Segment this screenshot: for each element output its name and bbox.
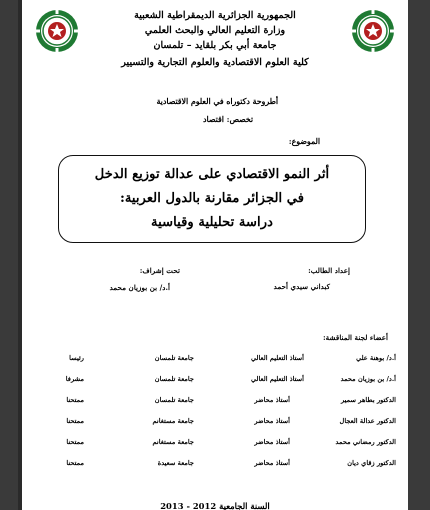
- member-institution: جامعة تلمسان: [154, 354, 194, 362]
- supervisor-name: أ.د/ بن بوزيان محمد: [109, 283, 170, 292]
- member-institution: جامعة تلمسان: [154, 396, 194, 404]
- thesis-specialty: تخصص: اقتصاد: [203, 115, 253, 124]
- member-role: ممتحنا: [66, 396, 84, 404]
- member-role: ممتحنا: [66, 417, 84, 425]
- student-name: كبداني سيدي أحمد: [273, 282, 330, 291]
- thesis-title-box: [58, 155, 366, 243]
- member-name: الدكتور عدالة العجال: [339, 417, 396, 425]
- republic-name: الجمهورية الجزائرية الديمقراطية الشعبية: [134, 10, 296, 21]
- member-rank: أستاذ التعليم العالي: [251, 375, 304, 383]
- member-role: رئيسا: [69, 354, 84, 362]
- member-role: مشرفا: [65, 375, 84, 383]
- member-name: أ.د/ بوهنة علي: [356, 354, 396, 362]
- member-rank: أستاذ محاضر: [254, 459, 290, 467]
- prepared-by-label: إعداد الطالب:: [308, 266, 350, 275]
- thesis-title-line-3: دراسة تحليلية وقياسية: [151, 215, 273, 230]
- member-role: ممتحنا: [66, 459, 84, 467]
- faculty-name: كلية العلوم الاقتصادية والعلوم التجارية والتسيير: [121, 57, 309, 68]
- thesis-title-line-2: في الجزائر مقارنة بالدول العربية:: [119, 191, 305, 206]
- member-rank: أستاذ محاضر: [254, 438, 290, 446]
- member-institution: جامعة مستغانم: [152, 438, 194, 446]
- member-role: ممتحنا: [66, 438, 84, 446]
- member-rank: أستاذ محاضر: [254, 417, 290, 425]
- member-name: الدكتور زقاي ديان: [347, 459, 396, 467]
- member-rank: أستاذ محاضر: [254, 396, 290, 404]
- committee-label: أعضاء لجنة المناقشة:: [323, 333, 388, 342]
- member-name: أ.د/ بن بوزيان محمد: [340, 375, 396, 383]
- member-institution: جامعة سعيدة: [157, 459, 194, 467]
- thesis-title-line-1: أثر النمو الاقتصادي على عدالة توزيع الدخل: [94, 167, 330, 182]
- university-name: جامعة أبي بكر بلقايد – تلمسان: [153, 40, 277, 51]
- member-name: الدكتور رمضاني محمد: [335, 438, 396, 446]
- supervisor-label: تحت إشراف:: [139, 266, 180, 275]
- topic-label: الموضوع:: [288, 137, 320, 146]
- member-name: الدكتور بطاهر سمير: [341, 396, 396, 404]
- ministry-name: وزارة التعليم العالي والبحث العلمي: [144, 25, 286, 36]
- academic-year: السنة الجامعية 2012 - 2013: [160, 501, 270, 510]
- thesis-type: أطروحة دكتوراه في العلوم الاقتصادية: [156, 97, 278, 106]
- member-institution: جامعة مستغانم: [152, 417, 194, 425]
- member-rank: أستاذ التعليم العالي: [251, 354, 304, 362]
- member-institution: جامعة تلمسان: [154, 375, 194, 383]
- document-page: [22, 0, 408, 510]
